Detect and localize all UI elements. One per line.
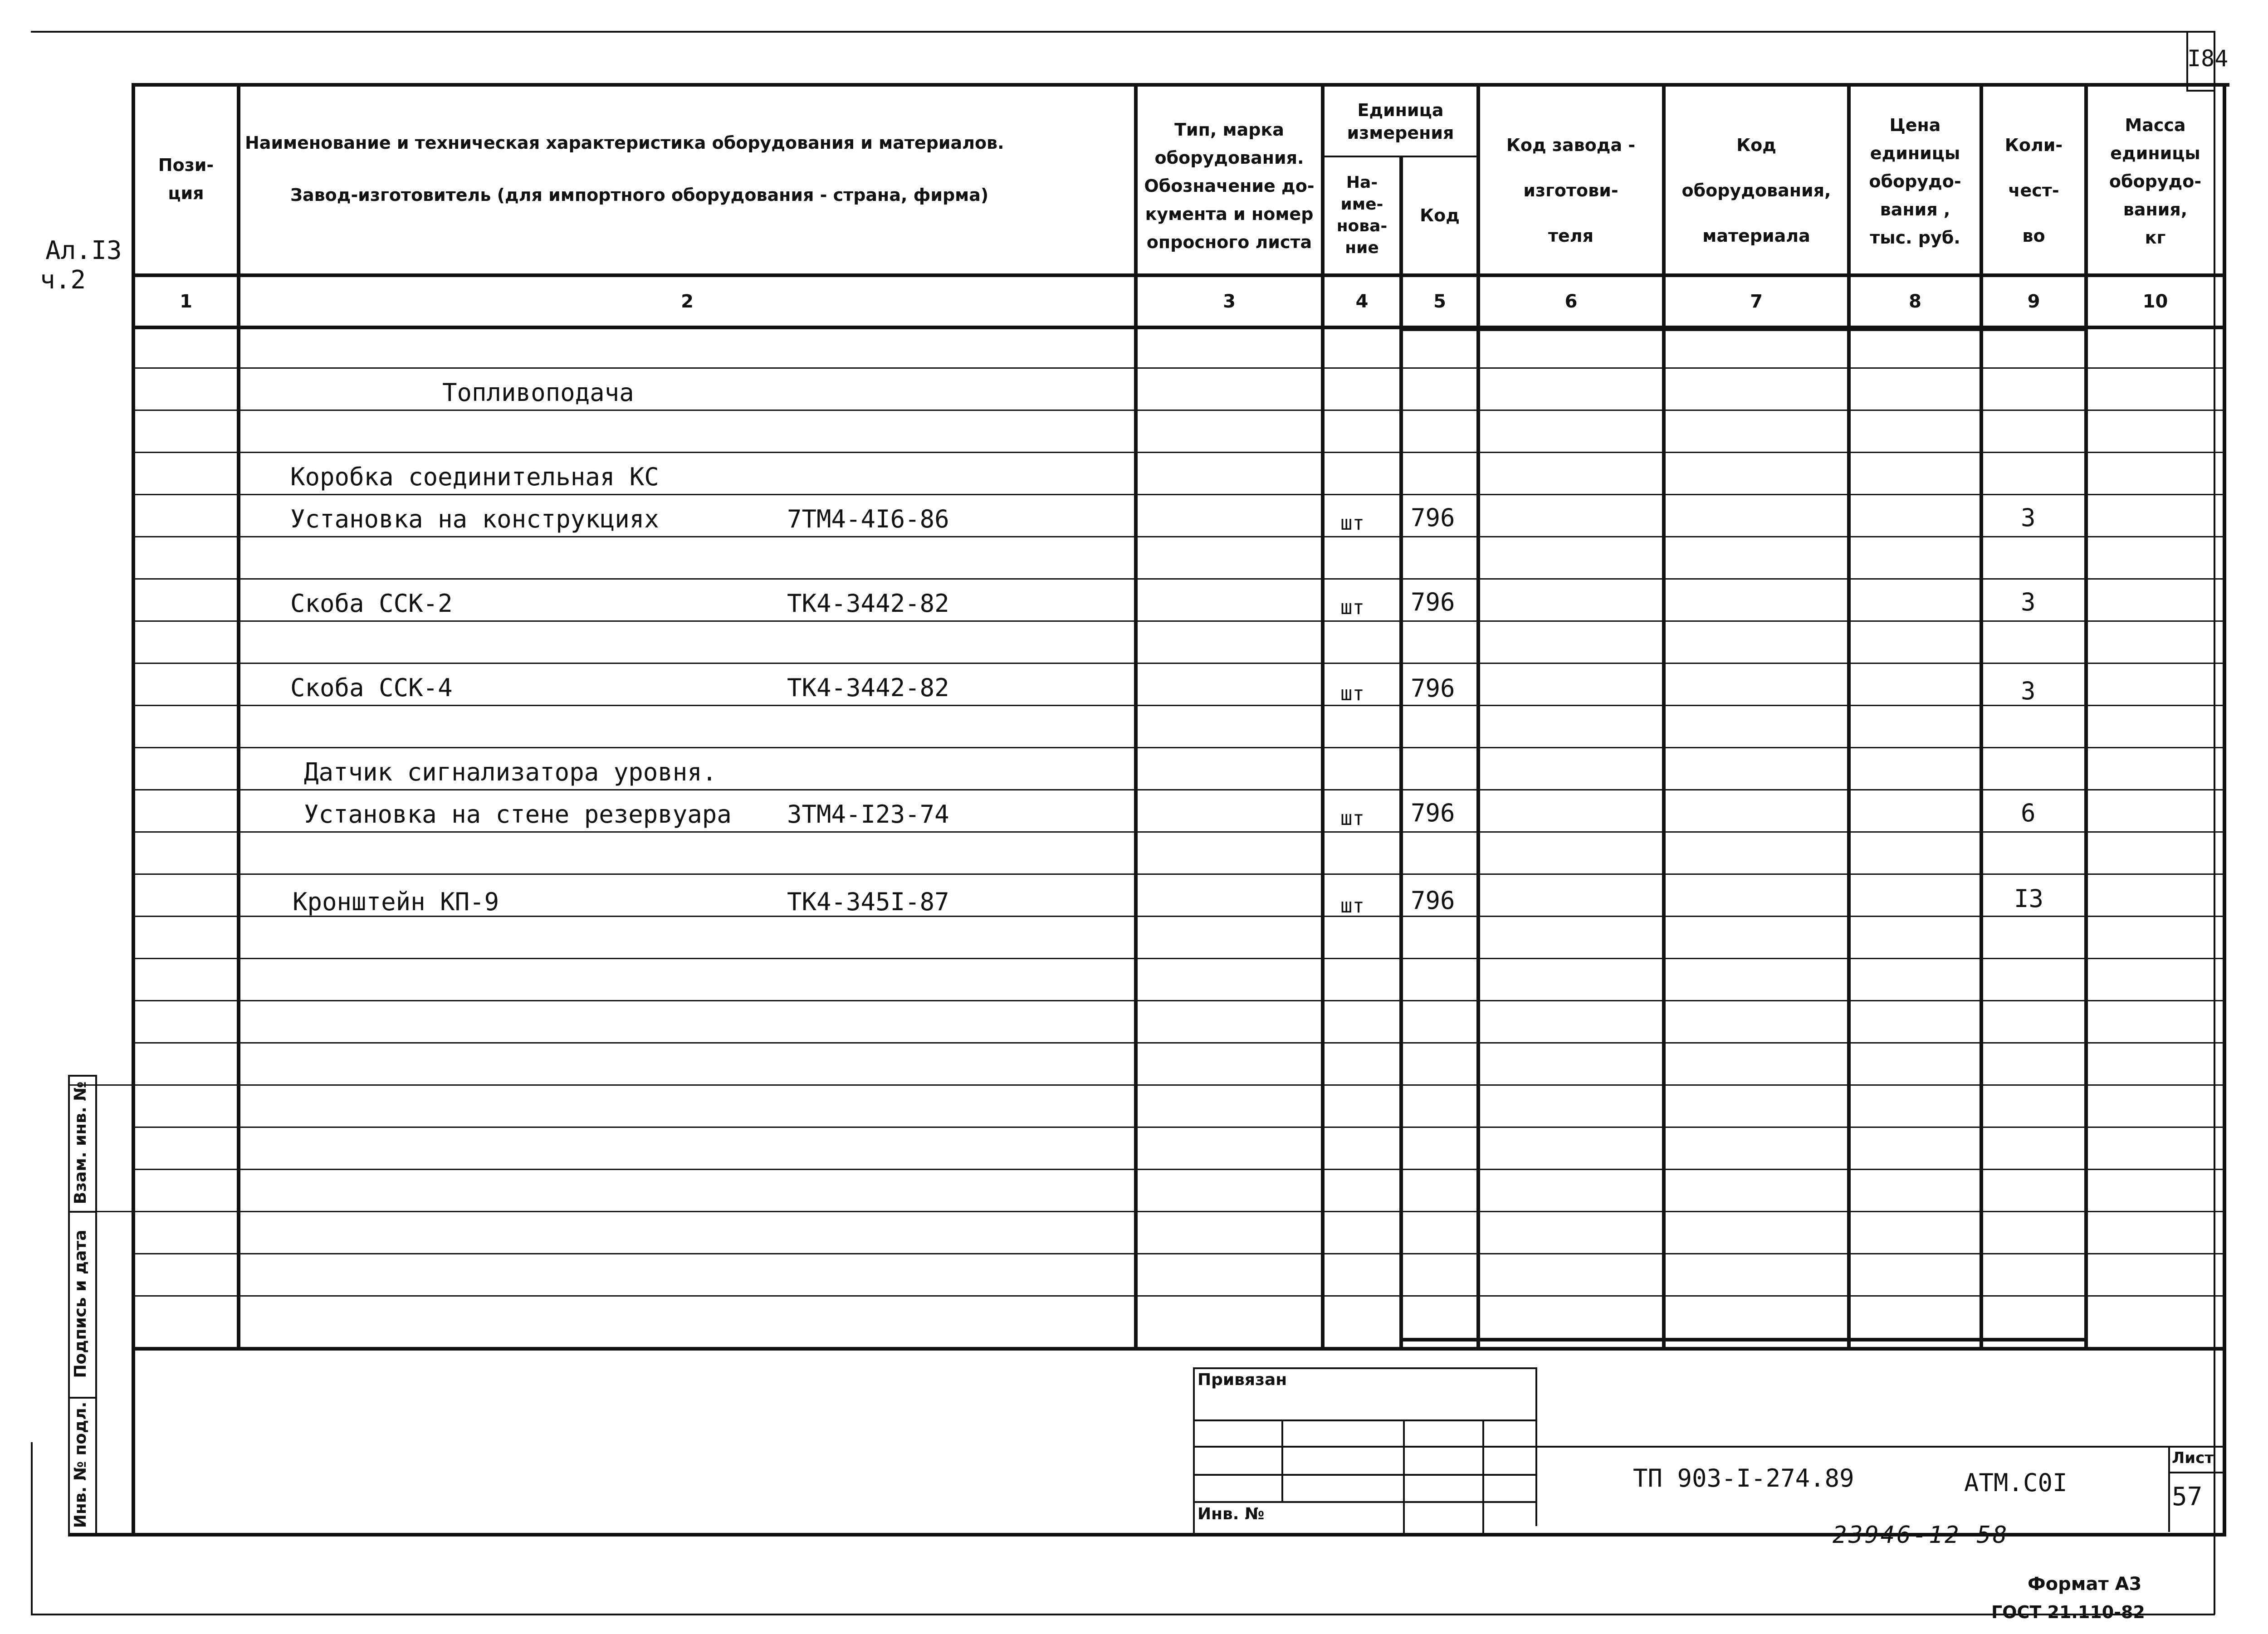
header-bottom: [132, 273, 2226, 277]
margin-note-line2: ч.2: [40, 265, 86, 295]
row-2-doc: 7ТМ4-4I6-86: [787, 505, 949, 533]
row-7-doc: ТК4-345I-87: [787, 888, 949, 916]
row-3-qty: 3: [2021, 588, 2036, 616]
row-line: [132, 831, 2223, 833]
col-number-3: 3: [1223, 291, 1236, 312]
stamp-grid-line: [1193, 1419, 1537, 1421]
stamp-grid-col: [1482, 1419, 1484, 1534]
col-sep-1: [237, 83, 240, 1351]
table-right: [2223, 83, 2226, 1534]
col-header-price: Цена единицы оборудо- вания , тыс. руб.: [1869, 115, 1961, 248]
row-5-name: Датчик сигнализатора уровня.: [304, 758, 717, 786]
col-number-9: 9: [2027, 291, 2040, 312]
row-7-qty: I3: [2014, 884, 2044, 913]
row-line: [132, 1042, 2223, 1044]
row-4-qty: 3: [2021, 677, 2036, 705]
row-line: [132, 1169, 2223, 1170]
row-7-unit: шт: [1340, 894, 1364, 917]
row-4-doc: ТК4-3442-82: [787, 673, 949, 702]
col-header-unit-code: Код: [1420, 205, 1460, 225]
row-line: [132, 705, 2223, 706]
row-line: [68, 1211, 2223, 1212]
stamp-grid-line: [1193, 1446, 1537, 1448]
col-sep-8: [1980, 83, 1983, 1351]
col-header-plant-code: Код завода - изготови- теля: [1506, 135, 1636, 246]
bold-box-top: [1399, 327, 2088, 331]
row-line: [132, 1295, 2223, 1297]
col-sep-2: [1134, 83, 1138, 1351]
stamp-grid-col: [1403, 1419, 1405, 1534]
col-number-4: 4: [1355, 291, 1369, 312]
row-3-unit: шт: [1340, 596, 1364, 619]
row-1-name: Коробка соединительная КС: [290, 463, 659, 491]
stamp-privyazan: Привязан: [1198, 1371, 1287, 1389]
row-line: [132, 789, 2223, 790]
col-header-unit-name: На- име- нова- ние: [1336, 173, 1388, 257]
row-line: [132, 410, 2223, 411]
margin-note-line1: Ал.I3: [45, 236, 122, 265]
project-code: ТП 903-I-274.89: [1633, 1464, 1854, 1493]
side-strip-middle: [95, 1075, 97, 1534]
row-3-doc: ТК4-3442-82: [787, 589, 949, 618]
row-7-name: Кронштейн КП-9: [293, 888, 499, 916]
bold-box-bottom: [1399, 1338, 2088, 1341]
row-3-code: 796: [1411, 588, 1455, 616]
col-number-8: 8: [1909, 291, 1921, 312]
handwritten-number: 23946-12 58: [1833, 1522, 2009, 1549]
col-sep-4: [1399, 156, 1403, 1351]
format-label: Формат А3: [2028, 1574, 2142, 1595]
side-label-podpis: Подпись и дата: [71, 1229, 90, 1378]
row-6-unit: шт: [1340, 807, 1364, 830]
row-line: [132, 958, 2223, 959]
row-2-unit: шт: [1340, 512, 1364, 535]
side-label-inv: Инв. № подл.: [71, 1401, 90, 1528]
col-header-unit: Единица измерения: [1347, 100, 1454, 143]
stamp-grid-col: [1281, 1419, 1283, 1501]
sheet-label: Лист: [2172, 1449, 2214, 1467]
gost-label: ГОСТ 21.110-82: [1991, 1602, 2145, 1622]
col-header-name-line2: Завод-изготовитель (для импортного оборудования - страна, фирма): [290, 185, 989, 205]
col-number-1: 1: [180, 291, 192, 312]
row-line: [132, 1000, 2223, 1001]
col-sep-5: [1476, 83, 1480, 1351]
col-sep-9: [2084, 83, 2088, 1351]
outer-frame-left: [31, 1442, 33, 1614]
col-header-type: Тип, марка оборудования. Обозначение до- кумента и номер опросного листа: [1144, 120, 1315, 252]
col-header-equipment-code: Код оборудования, материала: [1681, 135, 1831, 246]
row-3-name: Скоба ССК-2: [290, 589, 453, 618]
stamp-grid-line: [1193, 1501, 1537, 1503]
col-sep-7: [1847, 83, 1851, 1351]
row-2-code: 796: [1411, 503, 1455, 532]
row-line: [132, 578, 2223, 580]
row-line: [132, 494, 2223, 495]
section-title: Топливоподача: [442, 378, 634, 407]
stamp-grid-line: [1193, 1474, 1537, 1476]
row-line: [132, 747, 2223, 748]
row-line: [132, 536, 2223, 537]
row-2-qty: 3: [2021, 503, 2036, 532]
row-6-code: 796: [1411, 799, 1455, 827]
col-header-mass: Масса единицы оборудо- вания, кг: [2109, 115, 2202, 248]
row-2-name: Установка на конструкциях: [290, 505, 659, 533]
row-6-qty: 6: [2021, 799, 2036, 827]
col-number-7: 7: [1750, 291, 1763, 312]
col-header-quantity: Коли- чест- во: [2004, 135, 2063, 246]
col-number-5: 5: [1433, 291, 1446, 312]
stamp-grid-left: [1193, 1367, 1195, 1534]
col-sep-3: [1321, 83, 1325, 1351]
side-strip-left: [68, 1075, 70, 1534]
row-4-code: 796: [1411, 674, 1455, 702]
row-line: [132, 620, 2223, 622]
col-number-6: 6: [1564, 291, 1578, 312]
sheet-value: 57: [2172, 1482, 2203, 1512]
col-sep-6: [1662, 83, 1666, 1351]
row-line: [132, 367, 2223, 369]
table-left: [132, 83, 135, 1534]
title-block-top: [1535, 1446, 2225, 1448]
row-6-name: Установка на стене резервуара: [304, 800, 732, 829]
title-block-sheet-split: [2168, 1472, 2224, 1473]
row-7-code: 796: [1411, 886, 1455, 915]
col-header-name-line1: Наименование и техническая характеристика оборудования и материалов.: [245, 133, 1004, 153]
row-line: [132, 1127, 2223, 1128]
stamp-inv-no: Инв. №: [1198, 1505, 1265, 1523]
outer-frame-top: [31, 31, 2215, 33]
sheet-number-top: I84: [2187, 45, 2229, 72]
outer-frame-bottom: [31, 1614, 2215, 1615]
row-4-unit: шт: [1340, 682, 1364, 705]
col-header-position: Пози- ция: [158, 155, 214, 203]
row-line: [132, 873, 2223, 875]
col-number-2: 2: [681, 291, 694, 312]
row-4-name: Скоба ССК-4: [290, 673, 453, 702]
table-body-bottom: [132, 1347, 2226, 1351]
title-block-sheet-left: [2168, 1446, 2170, 1532]
stamp-grid-top: [1193, 1367, 1537, 1369]
table-top: [132, 83, 2229, 87]
row-line: [132, 663, 2223, 664]
row-line: [132, 452, 2223, 453]
row-line: [68, 1084, 2223, 1086]
row-6-doc: 3ТМ4-I23-74: [787, 800, 949, 829]
side-label-vzam: Взам. инв. №: [71, 1081, 90, 1205]
row-line: [132, 1253, 2223, 1254]
doc-code: АТМ.С0I: [1964, 1468, 2068, 1497]
col-number-10: 10: [2142, 291, 2168, 312]
